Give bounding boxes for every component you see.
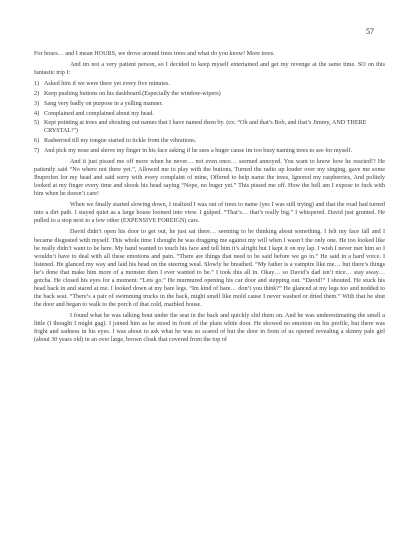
list-item-number: 1) [34, 81, 40, 88]
paragraph: I found what he was talking bout under the seat in the back and quickly slid them on. And he was underestimating the smell a little (I thought I might gag). I joined him as he stood in front of the plain white door. He showed no emotion on his profile, but there was fright and sadness in his eyes. I was about to ask what he was so scared of but the door in front of us opened revealing a skinny pale girl (about 30 years old) in an over large, brown cloak that covered from the top of [34, 313, 385, 344]
list-item-number: 4) [34, 110, 40, 117]
list-item-number: 6) [34, 138, 40, 145]
page-content [34, 50, 385, 347]
list-item-text: Kept pointing at trees and shouting out names that I have named them by. (ex: “Oh and that’s Bob, and that’s Jimmy, AND THERE CRYSTAL!”) [44, 120, 367, 135]
revenge-list [34, 80, 385, 155]
list-item-number: 2) [34, 91, 40, 98]
paragraph: And it just pissed me off more when he never… not even once… seemed annoyed. You want to know how he reacted!? He patiently said “No where not there yet.”, Allowed me to play with the buttons, Turned the radio up louder over my singing, gave me some Ibuprofen for my head and said sorry with every complaint of mine, Offered to help name the trees, Ignored my raspberries, And politely looked at my finger every time and shook his head saying “Nope, no buger yet.” This pissed me off. How the hell am I expose to fuck with him when he doesn’t care! [34, 158, 385, 198]
page-number: 57 [365, 27, 374, 36]
list-item-number: 5) [34, 120, 40, 127]
list-item-number: 7) [34, 147, 40, 154]
paragraph: For hours… and I mean HOURS, we drove around trees trees and what do you know! More trees. [34, 51, 275, 57]
list-item [34, 100, 385, 108]
list-item-text: Asked him if we were there yet every five minutes. [44, 81, 170, 88]
list-item [34, 80, 385, 88]
list-item [34, 119, 385, 135]
list-item-text: Sang very badly on purpose in a yelling manner. [44, 100, 163, 107]
list-item-text: Complained and complained about my head. [44, 110, 154, 117]
list-item-text: Keep pushing buttons on his dashboard.(Especially the window-wipers) [44, 91, 221, 98]
list-item [34, 147, 385, 155]
list-item-text: And pick my nose and shove my finger in his face asking if he sees a buger cause im too busy naming trees to see for myself. [44, 147, 353, 154]
list-item-number: 3) [34, 100, 40, 107]
paragraph: David didn’t open his door to get out, he just sat there… seeming to be thinking about something. I felt my face fall and I became disgusted with myself. This whole time I thought he was dragging me against my will when I wasn’t the only one. He too looked like he really didn’t want to be here. My hand wanted to touch his face and tell him it’s alright but I kept it on my lap. I wish I never met him so I wouldn’t have to deal with all these emotions and pain. “There are things that need to be said before we go in.” He said in a hard voice. I listened. He glanced my way and laid his head on the steering weal. Slowly he breathed. “My father is a vampire like me… but there’s things he’s done that make him more of a monster then I ever wanted to be.” I took this all in. Okay… so David’s dad isn’t nice… stay away… gotcha. He closed his eyes for a moment. “Lets go.” He murmured opening his car door and stepping out. “David!” I shouted. He stuck his head back in and stared at me. I looked down at my bare legs. “Im kind of bare… don’t you think?” He glanced at my legs too and nodded to the back seat. “There’s a pair of swimming trucks in the back, might smell like mold cause I never washed or dried them.” With that he shut the door and began to walk to the porch of that cold, marbled house. [34, 229, 385, 308]
list-item [34, 90, 385, 98]
list-item [34, 110, 385, 118]
paragraph: When we finally started slowing down, I realized I was out of trees to name (yes I was still trying) and that the road had turned into a dirt path. I stayed quiet as a large house loomed into view. I gulped. “That’s… that’s really big.” I whispered. David just grunted. He pulled to a stop next to a few other (EXPENSIVE FOREIGN) cars. [34, 202, 385, 225]
paragraph: And im not a very patient person, so I decided to keep myself entertained and get my revenge at the same time. SO on this fantastic trip I: [34, 62, 385, 77]
list-item [34, 137, 385, 145]
list-item-text: Rasberried till my tongue started to tickle from the vibrations. [44, 138, 197, 145]
